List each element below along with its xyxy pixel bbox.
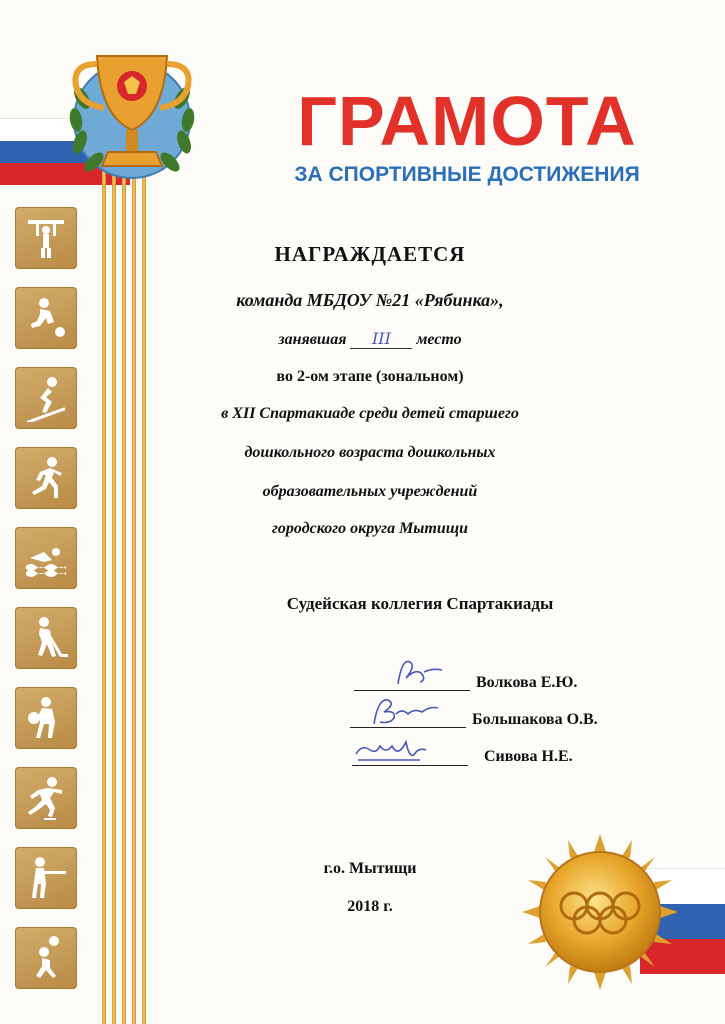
place-suffix: место [416,331,462,348]
basketball-icon [15,687,77,749]
place-prefix: занявшая [278,331,347,348]
city: г.о. Мытищи [323,860,417,877]
event-line-4: городского округа Мытищи [272,520,468,537]
sport-icons-column [15,207,83,1007]
signature-name-3: Сивова Н.Е. [484,748,573,765]
event-line-3: образовательных учреждений [262,483,478,500]
signature-line [354,690,470,691]
swimming-icon [15,527,77,589]
skating-icon [15,767,77,829]
stage-text: во 2-ом этапе (зональном) [276,368,464,385]
volleyball-icon [15,927,77,989]
team-name: команда МБДОУ №21 «Рябинка», [236,290,504,310]
hockey-icon [15,607,77,669]
signature-name-2: Большакова О.В. [472,711,598,728]
place-line [170,330,570,349]
certificate-subtitle: ЗА СПОРТИВНЫЕ ДОСТИЖЕНИЯ [294,163,640,186]
trophy-cup-icon [52,38,212,198]
event-line-2: дошкольного возраста дошкольных [244,444,496,461]
football-icon [15,287,77,349]
signature-name-1: Волкова Е.Ю. [476,674,578,691]
year: 2018 г. [347,898,393,915]
signature-mark-1 [392,654,448,690]
running-icon [15,447,77,509]
awarded-heading: НАГРАЖДАЕТСЯ [274,242,466,266]
skiing-icon [15,367,77,429]
weightlifting-icon [15,207,77,269]
event-line-1: в XII Спартакиаде среди детей старшего [221,405,519,422]
gold-medal-icon [520,832,680,992]
signature-mark-3 [350,732,430,768]
place-value: III [350,330,412,349]
gold-stripes [98,150,158,1024]
biathlon-icon [15,847,77,909]
jury-title: Судейская коллегия Спартакиады [286,594,554,613]
certificate-title: ГРАМОТА [297,82,637,160]
signature-mark-2 [366,694,442,728]
